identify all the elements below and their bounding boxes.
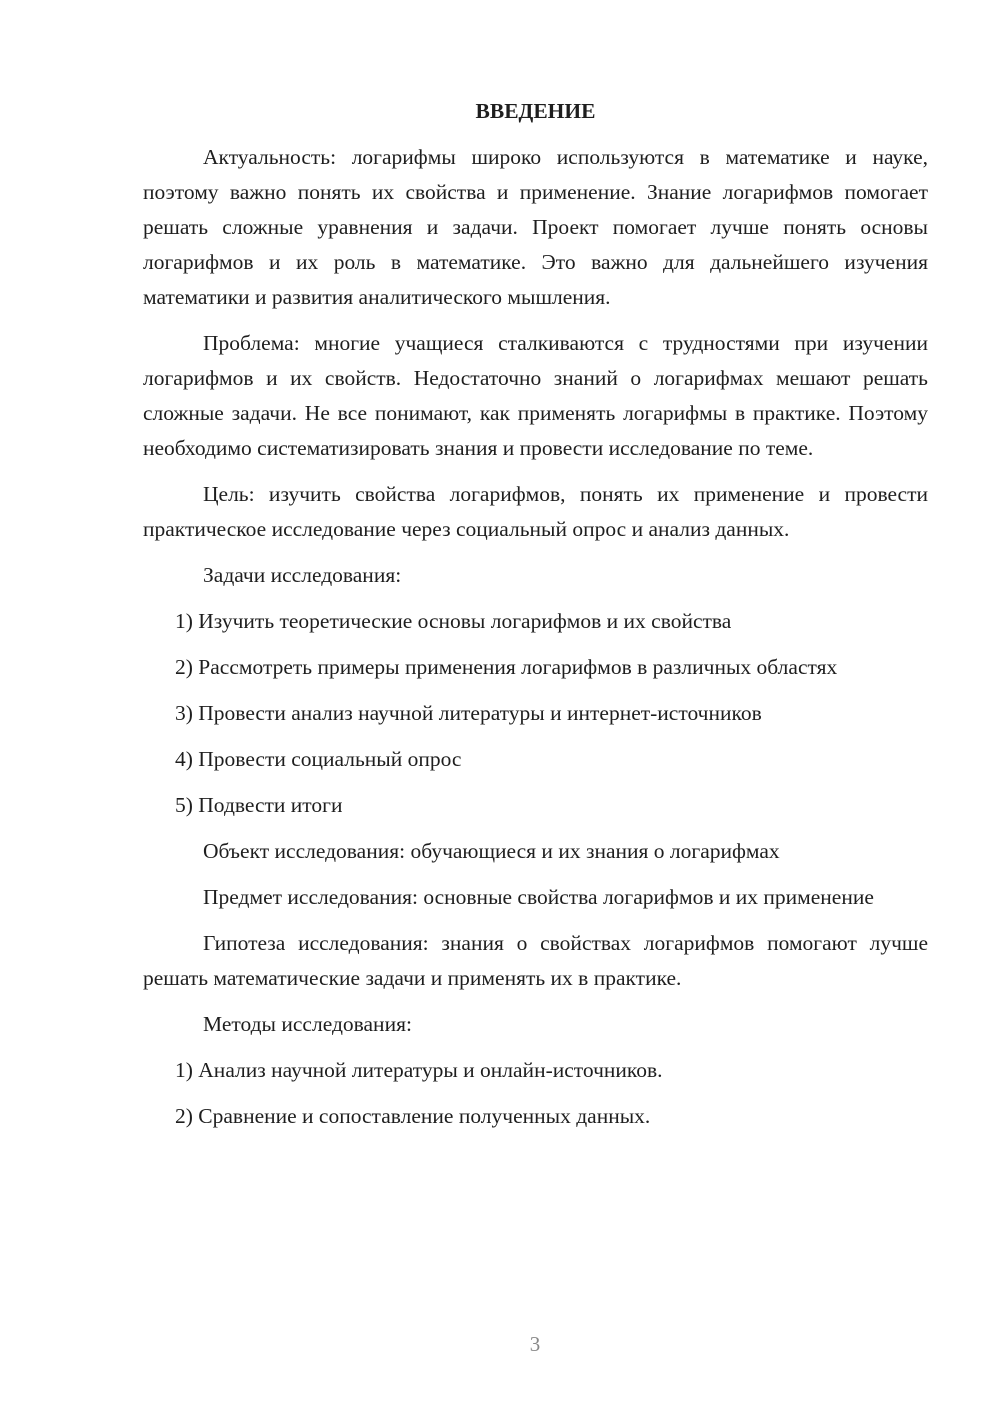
methods-list [143,1053,928,1134]
list-item: 1) Анализ научной литературы и онлайн-источников. [175,1058,663,1082]
page-content [143,94,928,1145]
relevance-paragraph: Актуальность: логарифмы широко используются в математике и науке, поэтому важно понять их свойства и применение. Знание логарифмов помогает решать сложные уравнения и задачи. Проект помогает лучше понять основы логарифмов и их роль в математике. Это важно для дальнейшего изучения математики и развития аналитического мышления. [143,145,928,309]
section-title: ВВЕДЕНИЕ [475,99,596,123]
hypothesis-paragraph: Гипотеза исследования: знания о свойствах логарифмов помогают лучше решать математические задачи и применять их в практике. [143,931,928,990]
list-item: 3) Провести анализ научной литературы и интернет-источников [175,701,762,725]
subject-paragraph: Предмет исследования: основные свойства логарифмов и их применение [203,885,874,909]
tasks-heading: Задачи исследования: [203,563,402,587]
page-number: 3 [529,1332,541,1356]
problem-paragraph: Проблема: многие учащиеся сталкиваются с трудностями при изучении логарифмов и их свойств. Недостаточно знаний о логарифмах мешают решать сложные задачи. Не все понимают, как применять логарифмы в практике. Поэтому необходимо систематизировать знания и провести исследование по теме. [143,331,928,460]
list-item: 1) Изучить теоретические основы логарифмов и их свойства [175,609,732,633]
tasks-list [143,604,928,823]
list-item: 5) Подвести итоги [175,793,343,817]
goal-paragraph: Цель: изучить свойства логарифмов, понять их применение и провести практическое исследование через социальный опрос и анализ данных. [143,482,928,541]
methods-heading: Методы исследования: [203,1012,412,1036]
list-item: 4) Провести социальный опрос [175,747,462,771]
list-item: 2) Рассмотреть примеры применения логарифмов в различных областях [175,655,838,679]
object-paragraph: Объект исследования: обучающиеся и их знания о логарифмах [203,839,780,863]
list-item: 2) Сравнение и сопоставление полученных данных. [175,1104,651,1128]
